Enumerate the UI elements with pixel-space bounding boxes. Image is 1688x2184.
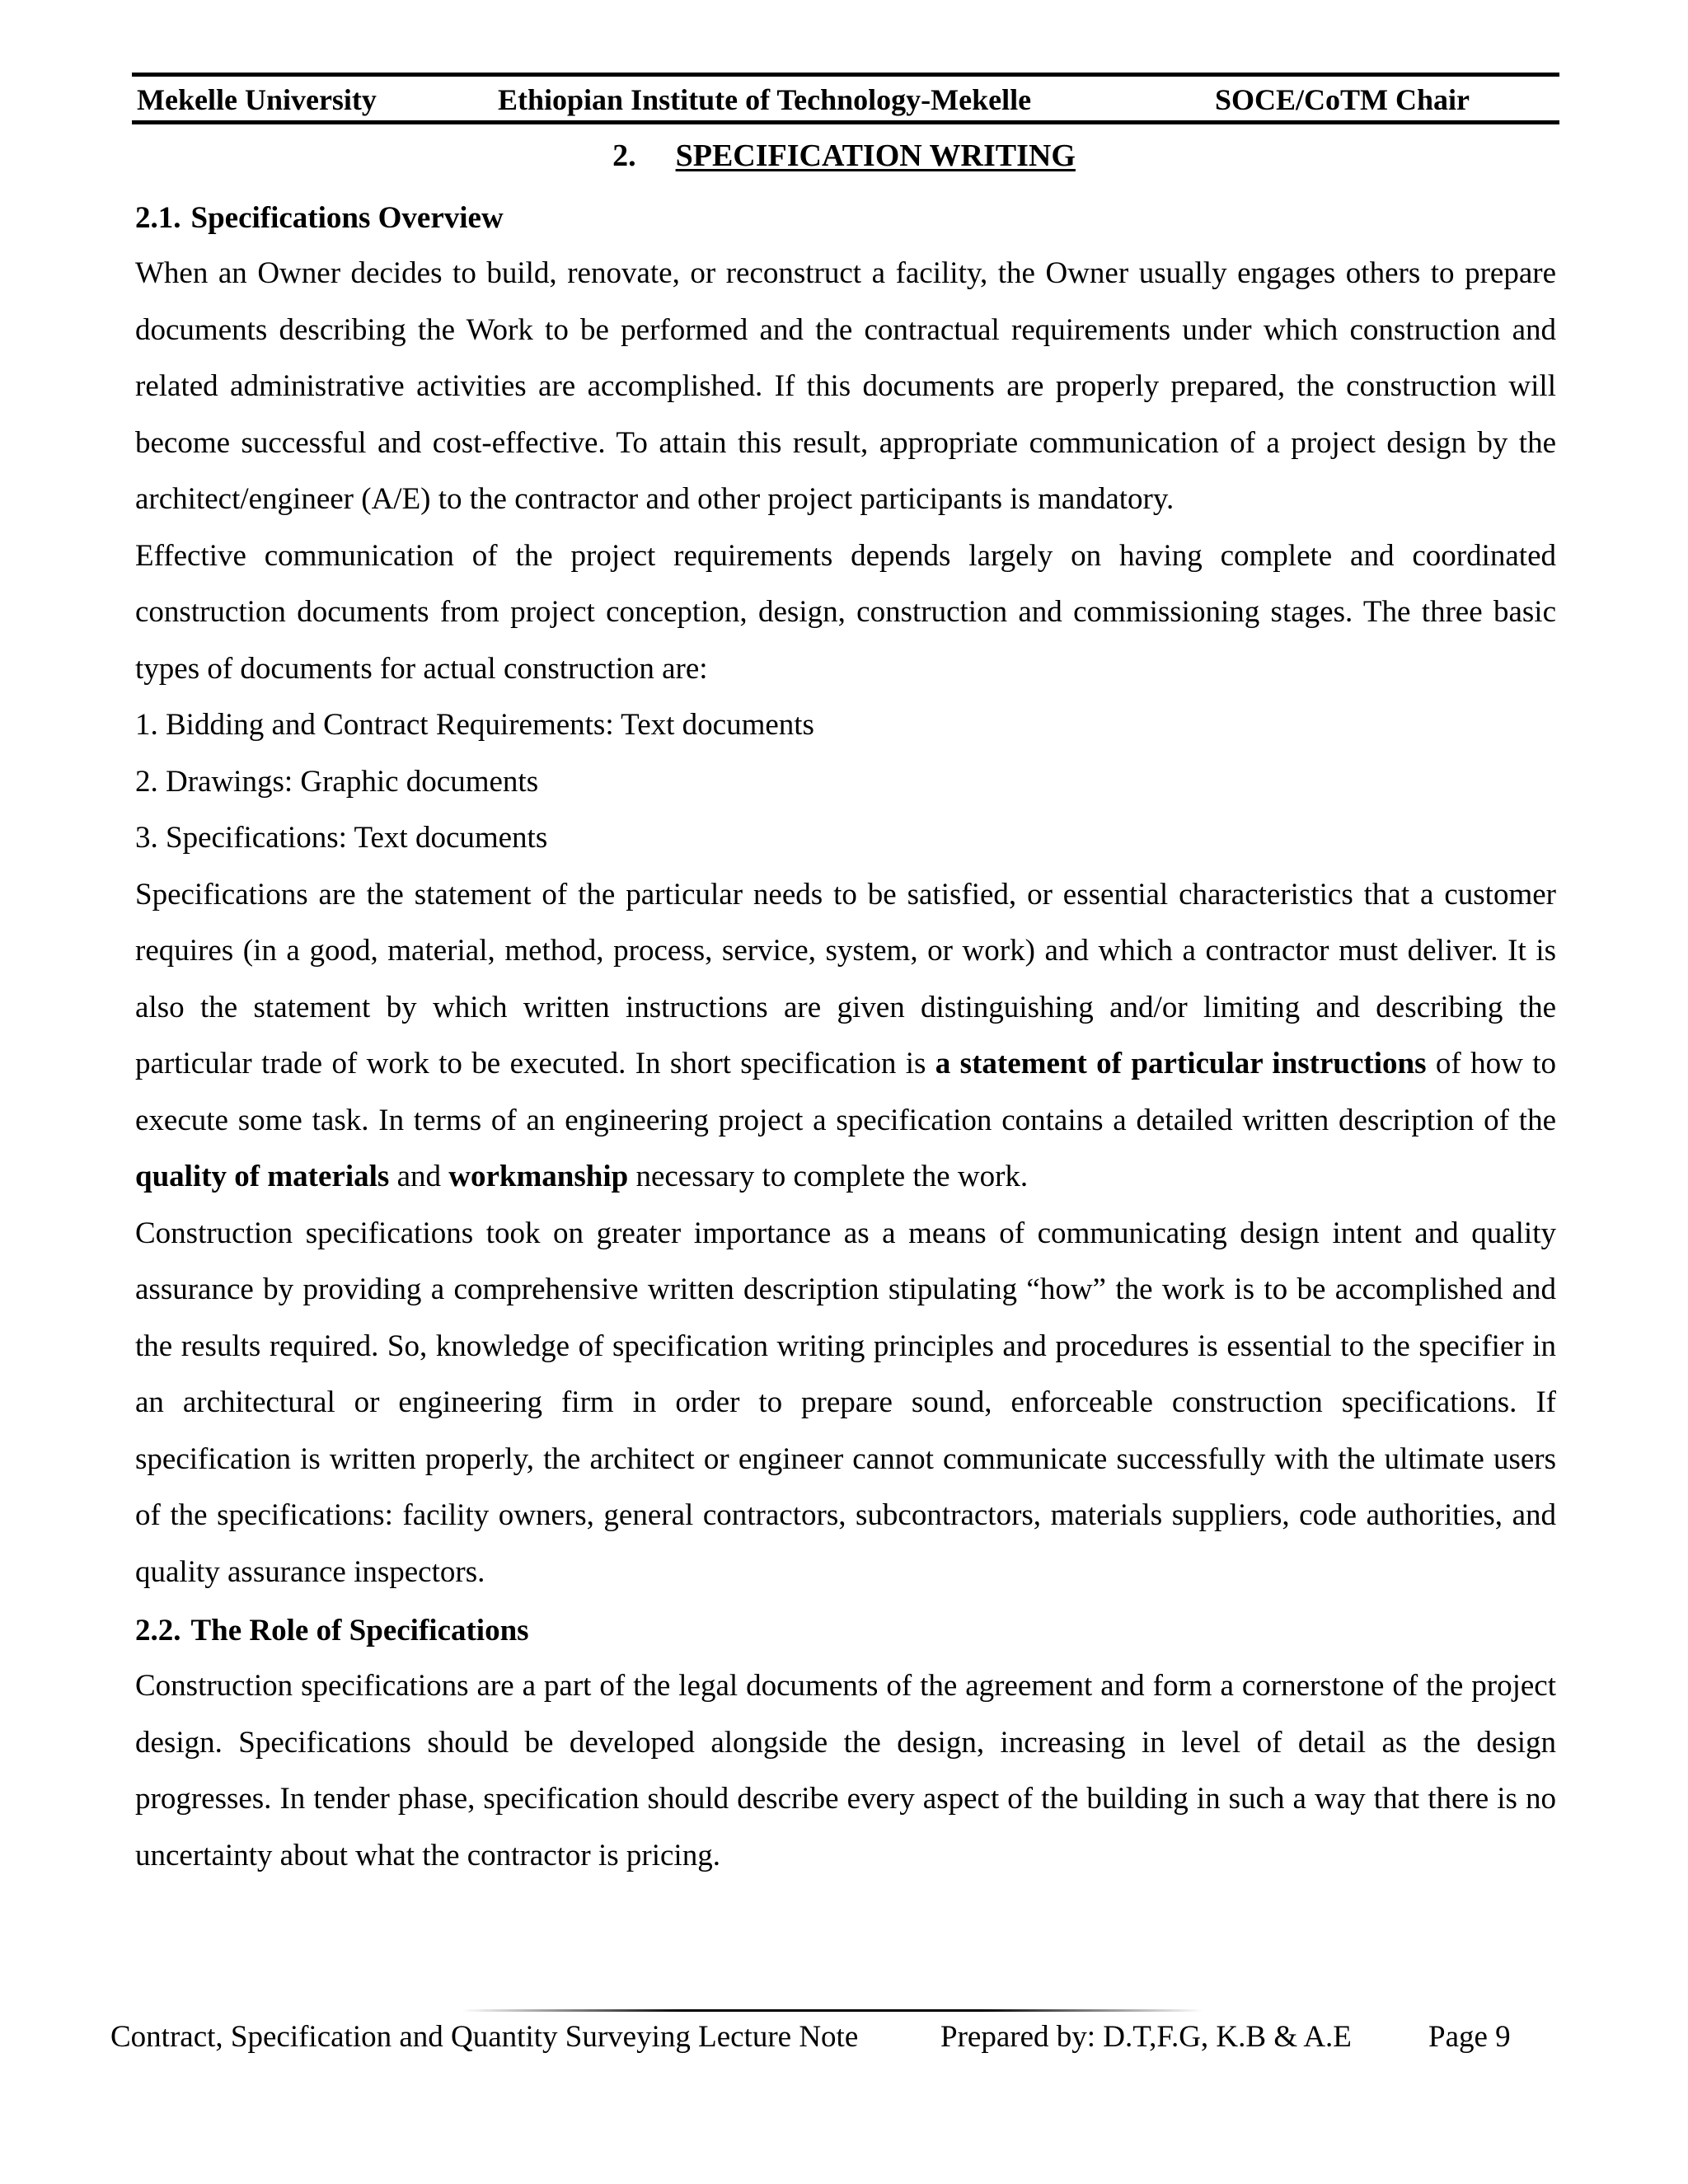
- header-university: Mekelle University: [137, 83, 377, 116]
- header-rule-bottom: [132, 120, 1559, 124]
- paragraph-owner: When an Owner decides to build, renovate, or reconstruct a facility, the Owner usually engages others to prepare documents describing the Work to be performed and the contractual requirements under which construction and related administrative activities are accomplished. If this documents are properly prepared, the construction will become successful and cost-effective. To attain this result, appropriate communication of a project design by the architect/engineer (A/E) to the contractor and other project participants is mandatory.: [135, 256, 1556, 516]
- paragraph-role: Construction specifications are a part of the legal documents of the agreement and form a cornerstone of the project design. Specifications should be developed alongside the design, increasing in level of detail as the design progresses. In tender phase, specification should describe every aspect of the building in such a way that there is no uncertainty about what the contractor is pricing.: [135, 1669, 1556, 1872]
- section-number: 2.2.: [135, 1614, 181, 1647]
- chapter-title: [0, 137, 1688, 175]
- definition-bold-statement: a statement of particular instructions: [935, 1047, 1427, 1080]
- footer-rule: [462, 2009, 1203, 2012]
- footer-page-number: Page 9: [1428, 2020, 1511, 2054]
- section-heading-role: [135, 1609, 1556, 1653]
- section-number: 2.1.: [135, 201, 181, 235]
- list-item-specifications: 3. Specifications: Text documents: [135, 821, 548, 855]
- list-item-drawings: 2. Drawings: Graphic documents: [135, 764, 539, 799]
- section-title: The Role of Specifications: [190, 1614, 529, 1647]
- paragraph-importance: Construction specifications took on greater importance as a means of communicating design intent and quality assurance by providing a comprehensive written description stipulating “how” the work is to be accomplished and the results required. So, knowledge of specification writing principles and procedures is essential to the specifier in an architectural or engineering firm in order to prepare sound, enforceable construction specifications. If specification is written properly, the architect or engineer cannot communicate successfully with the ultimate users of the specifications: facility owners, general contractors, subcontractors, materials suppliers, code authorities, and quality assurance inspectors.: [135, 1216, 1556, 1589]
- document-body: [135, 196, 1556, 1884]
- paragraph-communication: Effective communication of the project requirements depends largely on having complete and coordinated construction documents from project conception, design, construction and commissioning stages. The three basic types of documents for actual construction are:: [135, 538, 1556, 686]
- header-institute: Ethiopian Institute of Technology-Mekelle: [498, 83, 1032, 116]
- header-chair: SOCE/CoTM Chair: [1215, 83, 1470, 116]
- header-rule-top: [132, 73, 1559, 77]
- definition-text-g: necessary to complete the work.: [628, 1160, 1029, 1193]
- definition-text-e: and: [389, 1160, 449, 1193]
- chapter-title-text: SPECIFICATION WRITING: [675, 138, 1076, 173]
- list-item-bidding: 1. Bidding and Contract Requirements: Text documents: [135, 708, 814, 742]
- footer-prepared-by: Prepared by: D.T,F.G, K.B & A.E: [940, 2020, 1352, 2054]
- section-heading-overview: [135, 196, 1556, 241]
- chapter-number: 2.: [612, 138, 636, 173]
- paragraph-definition: [135, 867, 1556, 1206]
- definition-text-c: of how to execute some task. In terms of an engineering project a specification contains a detailed written description of the: [135, 1047, 1556, 1137]
- definition-text-a: Specifications are the statement of the particular needs to be satisfied, or essential characteristics that a customer requires (in a good, material, method, process, service, system, or work) and which a contractor must deliver. It is also the statement by which written instructions are given distinguishing and/or limiting and describing the particular trade of work to be executed. In short specification is: [135, 877, 1556, 1080]
- section-title: Specifications Overview: [190, 201, 504, 235]
- footer-course: Contract, Specification and Quantity Surveying Lecture Note: [110, 2020, 859, 2054]
- definition-bold-workmanship: workmanship: [448, 1160, 629, 1193]
- definition-bold-quality: quality of materials: [135, 1160, 390, 1193]
